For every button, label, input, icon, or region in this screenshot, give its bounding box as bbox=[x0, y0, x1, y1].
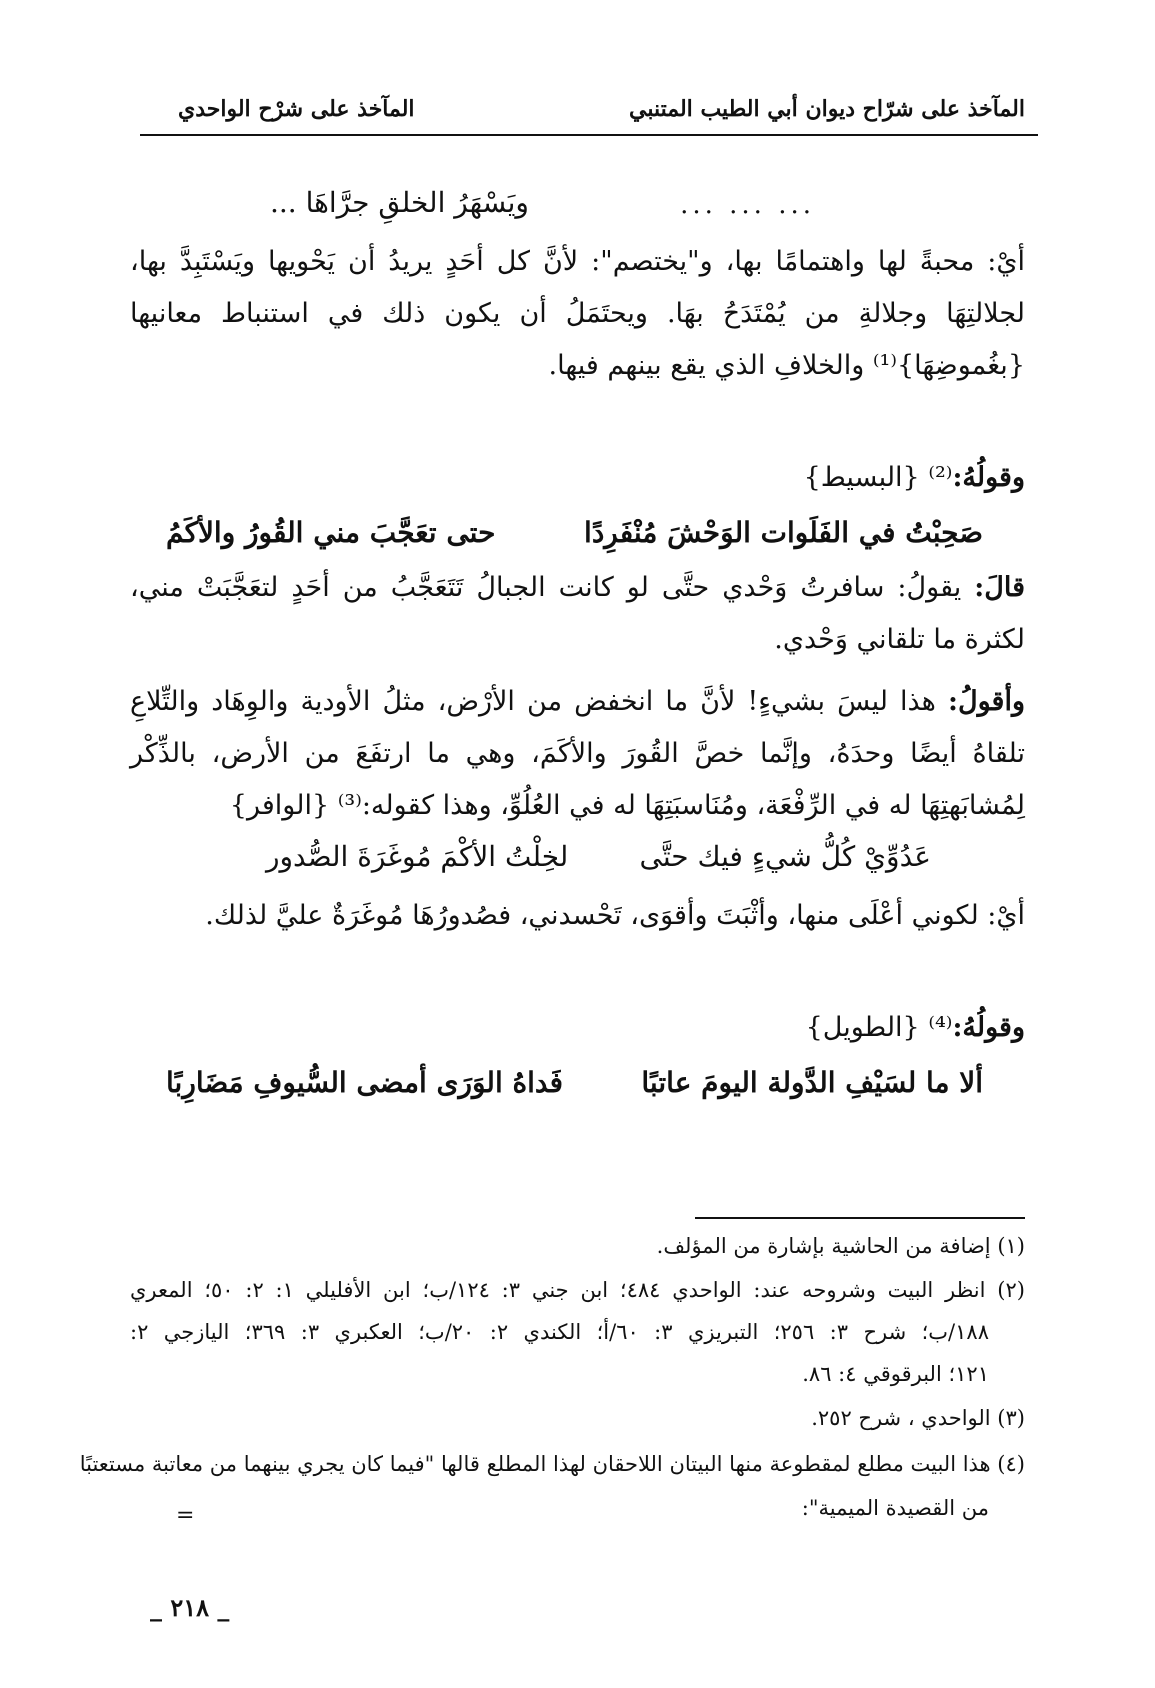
aqool-line-2: تلقاهُ أيضًا وحدَهُ، وإنَّما خصَّ القُورَ والأكَمَ، وهي ما ارتفَعَ من الأرض، بالذِّكْر bbox=[130, 738, 1025, 769]
para1-line-3: {بغُموضِهَا}⁽¹⁾ والخلافِ الذي يقع بينهم فيها. bbox=[548, 350, 1025, 381]
qaal-text-1: يقولُ: سافرتُ وَحْدي حتَّى لو كانت الجبالُ تَتَعَجَّبُ من أحَدٍ لتعَجَّبَتْ مني، bbox=[130, 572, 962, 603]
ay-explanation-line: أيْ: لكوني أعْلَى منها، وأثْبَتَ وأقوَى، تَحْسدني، فصُدورُهَا مُوغَرَةٌ عليَّ لذلك. bbox=[205, 900, 1025, 931]
footnote-rule bbox=[695, 1217, 1025, 1219]
footnote-ref-4: ⁽⁴⁾ bbox=[928, 1012, 953, 1043]
aqool-line-1 bbox=[130, 686, 1025, 717]
top-verse-hemistich: ويَسْهَرُ الخلقِ جرَّاهَا ... bbox=[270, 186, 529, 219]
verse-3-second-hemistich: لخِلْتُ الأكْمَ مُوغَرَةَ الصُّدور bbox=[266, 840, 569, 873]
meter-name: {البسيط} bbox=[803, 462, 920, 493]
section-title: المآخذ على شرْح الواحدي bbox=[178, 96, 415, 122]
footnote-3: (٣) الواحدي ، شرح ٢٥٢. bbox=[811, 1406, 1025, 1430]
footnote-ref-2: ⁽²⁾ bbox=[928, 462, 953, 493]
qaal-label: قالَ: bbox=[974, 572, 1025, 603]
verse-4-second-hemistich: فَداهُ الوَرَى أمضى السُّيوفِ مَضَارِبًا bbox=[166, 1066, 564, 1099]
footnote-2-line-1: (٢) انظر البيت وشروحه عند: الواحدي ٤٨٤؛ ابن جني ٣: ١٢٤/ب؛ ابن الأفليلي ١: ٢: ٥٠؛ المعري bbox=[130, 1278, 1025, 1302]
qaal-line-2: لكثرة ما تلقاني وَحْدي. bbox=[774, 624, 1025, 655]
verse-intro-2 bbox=[130, 462, 1025, 493]
header-rule bbox=[140, 134, 1038, 136]
aqool-line-3: لِمُشابَهتِهَا له في الرِّفْعَة، ومُنَاسبَتِهَا له في العُلُوِّ، وهذا كقوله:⁽³⁾ {الوافر} bbox=[229, 790, 1025, 821]
verse-omission-dots: ... ... ... bbox=[680, 190, 815, 220]
footnote-1: (١) إضافة من الحاشية بإشارة من المؤلف. bbox=[656, 1234, 1025, 1258]
running-title: المآخذ على شرّاح ديوان أبي الطيب المتنبي bbox=[629, 96, 1025, 122]
footnote-4-line-2: من القصيدة الميمية": bbox=[801, 1496, 989, 1520]
page-number: _ ٢١٨ _ bbox=[150, 1593, 230, 1622]
footnote-4-line-1: (٤) هذا البيت مطلع لمقطوعة منها البيتان اللاحقان لهذا المطلع قالها "فيما كان يجري بينهما من معاتبة مستعتبًا bbox=[79, 1452, 1025, 1476]
continuation-mark: = bbox=[176, 1503, 195, 1528]
verse-4-first-hemistich: ألا ما لسَيْفِ الدَّولة اليومَ عاتبًا bbox=[641, 1066, 983, 1099]
para1-line-2: لجلالتِهَا وجلالةِ من يُمْتَدَحُ بهَا. ويحتَمَلُ أن يكون ذلك في استنباط معانيها bbox=[130, 298, 1025, 329]
aqool-text-1: هذا ليسَ بشيءٍ! لأنَّ ما انخفض من الأرْض، مثلُ الأودية والوِهَاد والتِّلاعِ bbox=[130, 686, 936, 717]
intro-label-4: وقولُهُ: bbox=[952, 1012, 1025, 1043]
para1-line-1: أيْ: محبةً لها واهتمامًا بها، و"يختصم": لأنَّ كل أحَدٍ يريدُ أن يَحْويها ويَسْتَبِدَّ بها، bbox=[130, 246, 1025, 277]
footnote-2-line-3: ١٢١؛ البرقوقي ٤: ٨٦. bbox=[802, 1362, 989, 1386]
verse-3-first-hemistich: عَدُوِّيْ كُلُّ شيءٍ فيك حتَّى bbox=[639, 840, 931, 873]
verse-2-first-hemistich: صَحِبْتُ في الفَلَوات الوَحْشَ مُنْفَرِدًا bbox=[584, 516, 983, 549]
footnote-2-line-2: ١٨٨/ب؛ شرح ٣: ٢٥٦؛ التبريزي ٣: ٦٠/أ؛ الكندي ٢: ٢٠/ب؛ العكبري ٣: ٣٦٩؛ اليازجي ٢: bbox=[130, 1320, 989, 1344]
verse-intro-4 bbox=[130, 1012, 1025, 1043]
aqool-label: وأقولُ: bbox=[948, 686, 1025, 717]
intro-label: وقولُهُ: bbox=[952, 462, 1025, 493]
qaal-line-1 bbox=[130, 572, 1025, 603]
meter-name-4: {الطويل} bbox=[805, 1012, 920, 1043]
verse-2-second-hemistich: حتى تعَجَّبَ مني القُورُ والأكَمُ bbox=[166, 516, 496, 549]
